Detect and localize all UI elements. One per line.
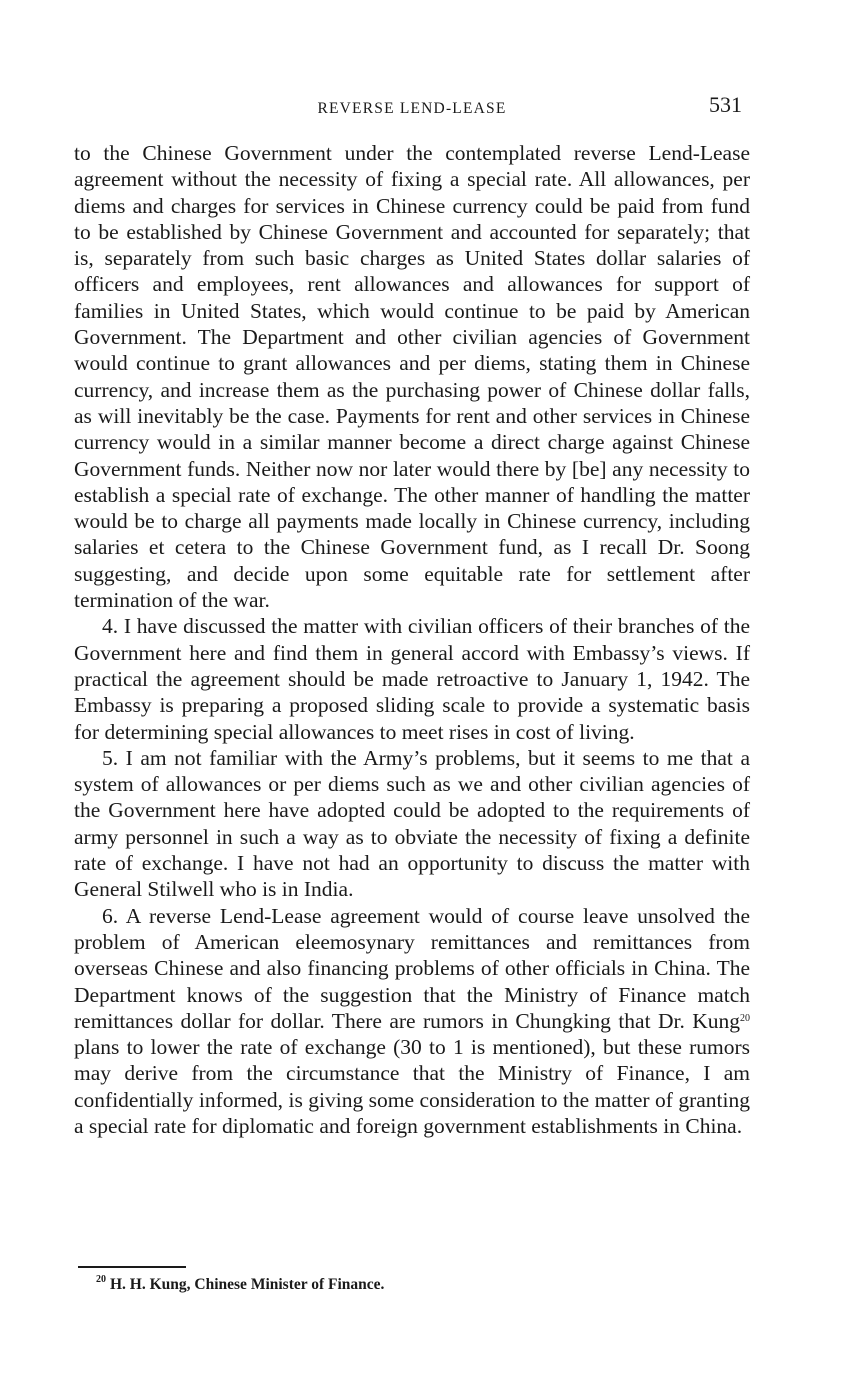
body-text [74,140,750,1139]
footnote-reference: 20 [740,1012,750,1024]
paragraph-6-text-before-ref: 6. A reverse Lend-Lease agreement would of course leave unsolved the problem of American eleemosynary remittances and remittances from overseas Chinese and also financing problems of other officials in China. The Department knows of the suggestion that the Ministry of Finance match remittances dollar for dollar. There are rumors in Chungking that Dr. Kung [74,903,750,1033]
running-title: REVERSE LEND-LEASE [317,100,507,117]
page-number: 531 [709,92,742,117]
paragraph-5: 5. I am not familiar with the Army’s problems, but it seems to me that a system of allowances or per diems such as we and other civilian agencies of the Government here have adopted could be adopted to the requirements of army personnel in such a way as to obviate the necessity of fixing a definite rate of exchange. I have not had an opportunity to discuss the matter with General Stilwell who is in India. [74,745,750,902]
running-head [74,94,750,124]
footnote-text: H. H. Kung, Chinese Minister of Finance. [110,1276,385,1293]
paragraph-6 [74,903,750,1140]
paragraph-6-text-after-ref: plans to lower the rate of exchange (30 to 1 is mentioned), but these rumors may derive from the circumstance that the Ministry of Finance, I am confidentially informed, is giving some consideration to the matter of granting a special rate for diplomatic and foreign government establishments in China. [74,1035,750,1138]
footnote-marker: 20 [96,1274,106,1285]
footnote-divider [78,1266,186,1268]
paragraph-continued: to the Chinese Government under the contemplated reverse Lend-Lease agreement without the necessity of fixing a special rate. All allowances, per diems and charges for services in Chinese currency could be paid from fund to be established by Chinese Government and accounted for separately; that is, separately from such basic charges as United States dollar salaries of officers and employees, rent allowances and allowances for support of families in United States, which would continue to be paid by American Government. The Department and other civilian agencies of Government would continue to grant allowances and per diems, stating them in Chinese currency, and increase them as the purchasing power of Chinese dollar falls, as will inevitably be the case. Payments for rent and other services in Chinese currency would in a similar manner become a direct charge against Chinese Government funds. Neither now nor later would there by [be] any necessity to establish a special rate of exchange. The other manner of handling the matter would be to charge all payments made locally in Chinese currency, including salaries et cetera to the Chinese Government fund, as I recall Dr. Soong suggesting, and decide upon some equitable rate for settlement after termination of the war. [74,141,750,613]
footnote [96,1275,696,1295]
paragraph-4: 4. I have discussed the matter with civilian officers of their branches of the Government here and find them in general accord with Embassy’s views. If practical the agreement should be made retroactive to January 1, 1942. The Embassy is preparing a proposed sliding scale to provide a systematic basis for determining special allowances to meet rises in cost of living. [74,614,750,744]
